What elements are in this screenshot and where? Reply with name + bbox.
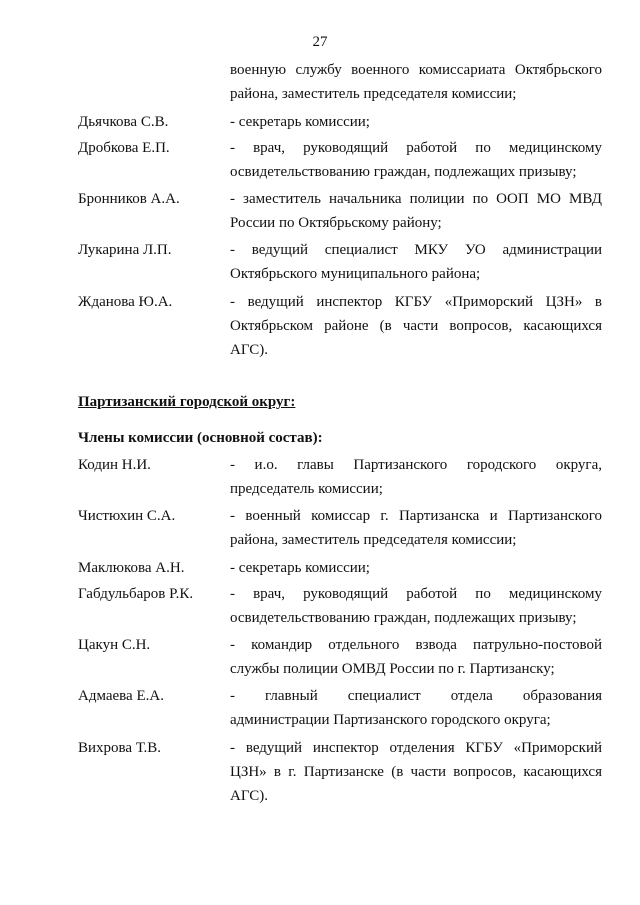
page-number: 27 [312, 34, 328, 50]
role-line: - ведущий инспектор КГБУ «Приморский ЦЗН» в [230, 294, 602, 310]
role-line: - и.о. главы Партизанского городского округа, [230, 457, 602, 473]
member-name: Кодин Н.И. [78, 457, 151, 473]
member-name: Дьячкова С.В. [78, 114, 169, 130]
member-role [230, 290, 602, 362]
role-line: - врач, руководящий работой по медицинскому [230, 586, 602, 602]
role-line: Октябрьском районе (в части вопросов, касающихся [230, 318, 602, 334]
role-line: освидетельствованию граждан, подлежащих призыву; [230, 610, 577, 626]
role-line: - секретарь комиссии; [230, 114, 370, 130]
member-role [230, 58, 602, 106]
role-line: - командир отдельного взвода патрульно-постовой [230, 637, 602, 653]
role-line: службы полиции ОМВД России по г. Партизанску; [230, 661, 555, 677]
member-role [230, 110, 602, 134]
member-role [230, 453, 602, 501]
role-line: освидетельствованию граждан, подлежащих призыву; [230, 164, 577, 180]
member-name: Жданова Ю.А. [78, 294, 173, 310]
member-role [230, 633, 602, 681]
role-line: - ведущий инспектор отделения КГБУ «Приморский [230, 740, 602, 756]
role-line: военную службу военного комиссариата Октябрьского [230, 62, 602, 78]
member-role [230, 238, 602, 286]
role-line: председатель комиссии; [230, 481, 383, 497]
role-line: - военный комиссар г. Партизанска и Партизанского [230, 508, 602, 524]
role-line: России по Октябрьскому району; [230, 215, 442, 231]
role-line: администрации Партизанского городского округа; [230, 712, 551, 728]
member-name: Вихрова Т.В. [78, 740, 161, 756]
role-line: АГС). [230, 788, 269, 804]
member-role [230, 504, 602, 552]
member-name: Бронников А.А. [78, 191, 180, 207]
member-name: Цакун С.Н. [78, 637, 151, 653]
role-line: ЦЗН» в г. Партизанске (в части вопросов, касающихся [230, 764, 602, 780]
role-line: - главный специалист отдела образования [230, 688, 602, 704]
member-role [230, 736, 602, 808]
member-name: Адмаева Е.А. [78, 688, 164, 704]
member-role [230, 684, 602, 732]
role-line: - врач, руководящий работой по медицинскому [230, 140, 602, 156]
subsection-title: Члены комиссии (основной состав): [78, 430, 323, 446]
section-title: Партизанский городской округ: [78, 394, 296, 410]
role-line: района, заместитель председателя комиссии; [230, 86, 517, 102]
member-role [230, 582, 602, 630]
member-name: Лукарина Л.П. [78, 242, 172, 258]
member-name: Габдульбаров Р.К. [78, 586, 194, 602]
role-line: - секретарь комиссии; [230, 560, 370, 576]
member-name: Дробкова Е.П. [78, 140, 170, 156]
member-name: Чистюхин С.А. [78, 508, 176, 524]
role-line: - ведущий специалист МКУ УО администрации [230, 242, 602, 258]
role-line: района, заместитель председателя комиссии; [230, 532, 517, 548]
member-role [230, 556, 602, 580]
member-role [230, 136, 602, 184]
member-role [230, 187, 602, 235]
role-line: АГС). [230, 342, 269, 358]
role-line: - заместитель начальника полиции по ООП МО МВД [230, 191, 602, 207]
member-name: Маклюкова А.Н. [78, 560, 185, 576]
role-line: Октябрьского муниципального района; [230, 266, 481, 282]
